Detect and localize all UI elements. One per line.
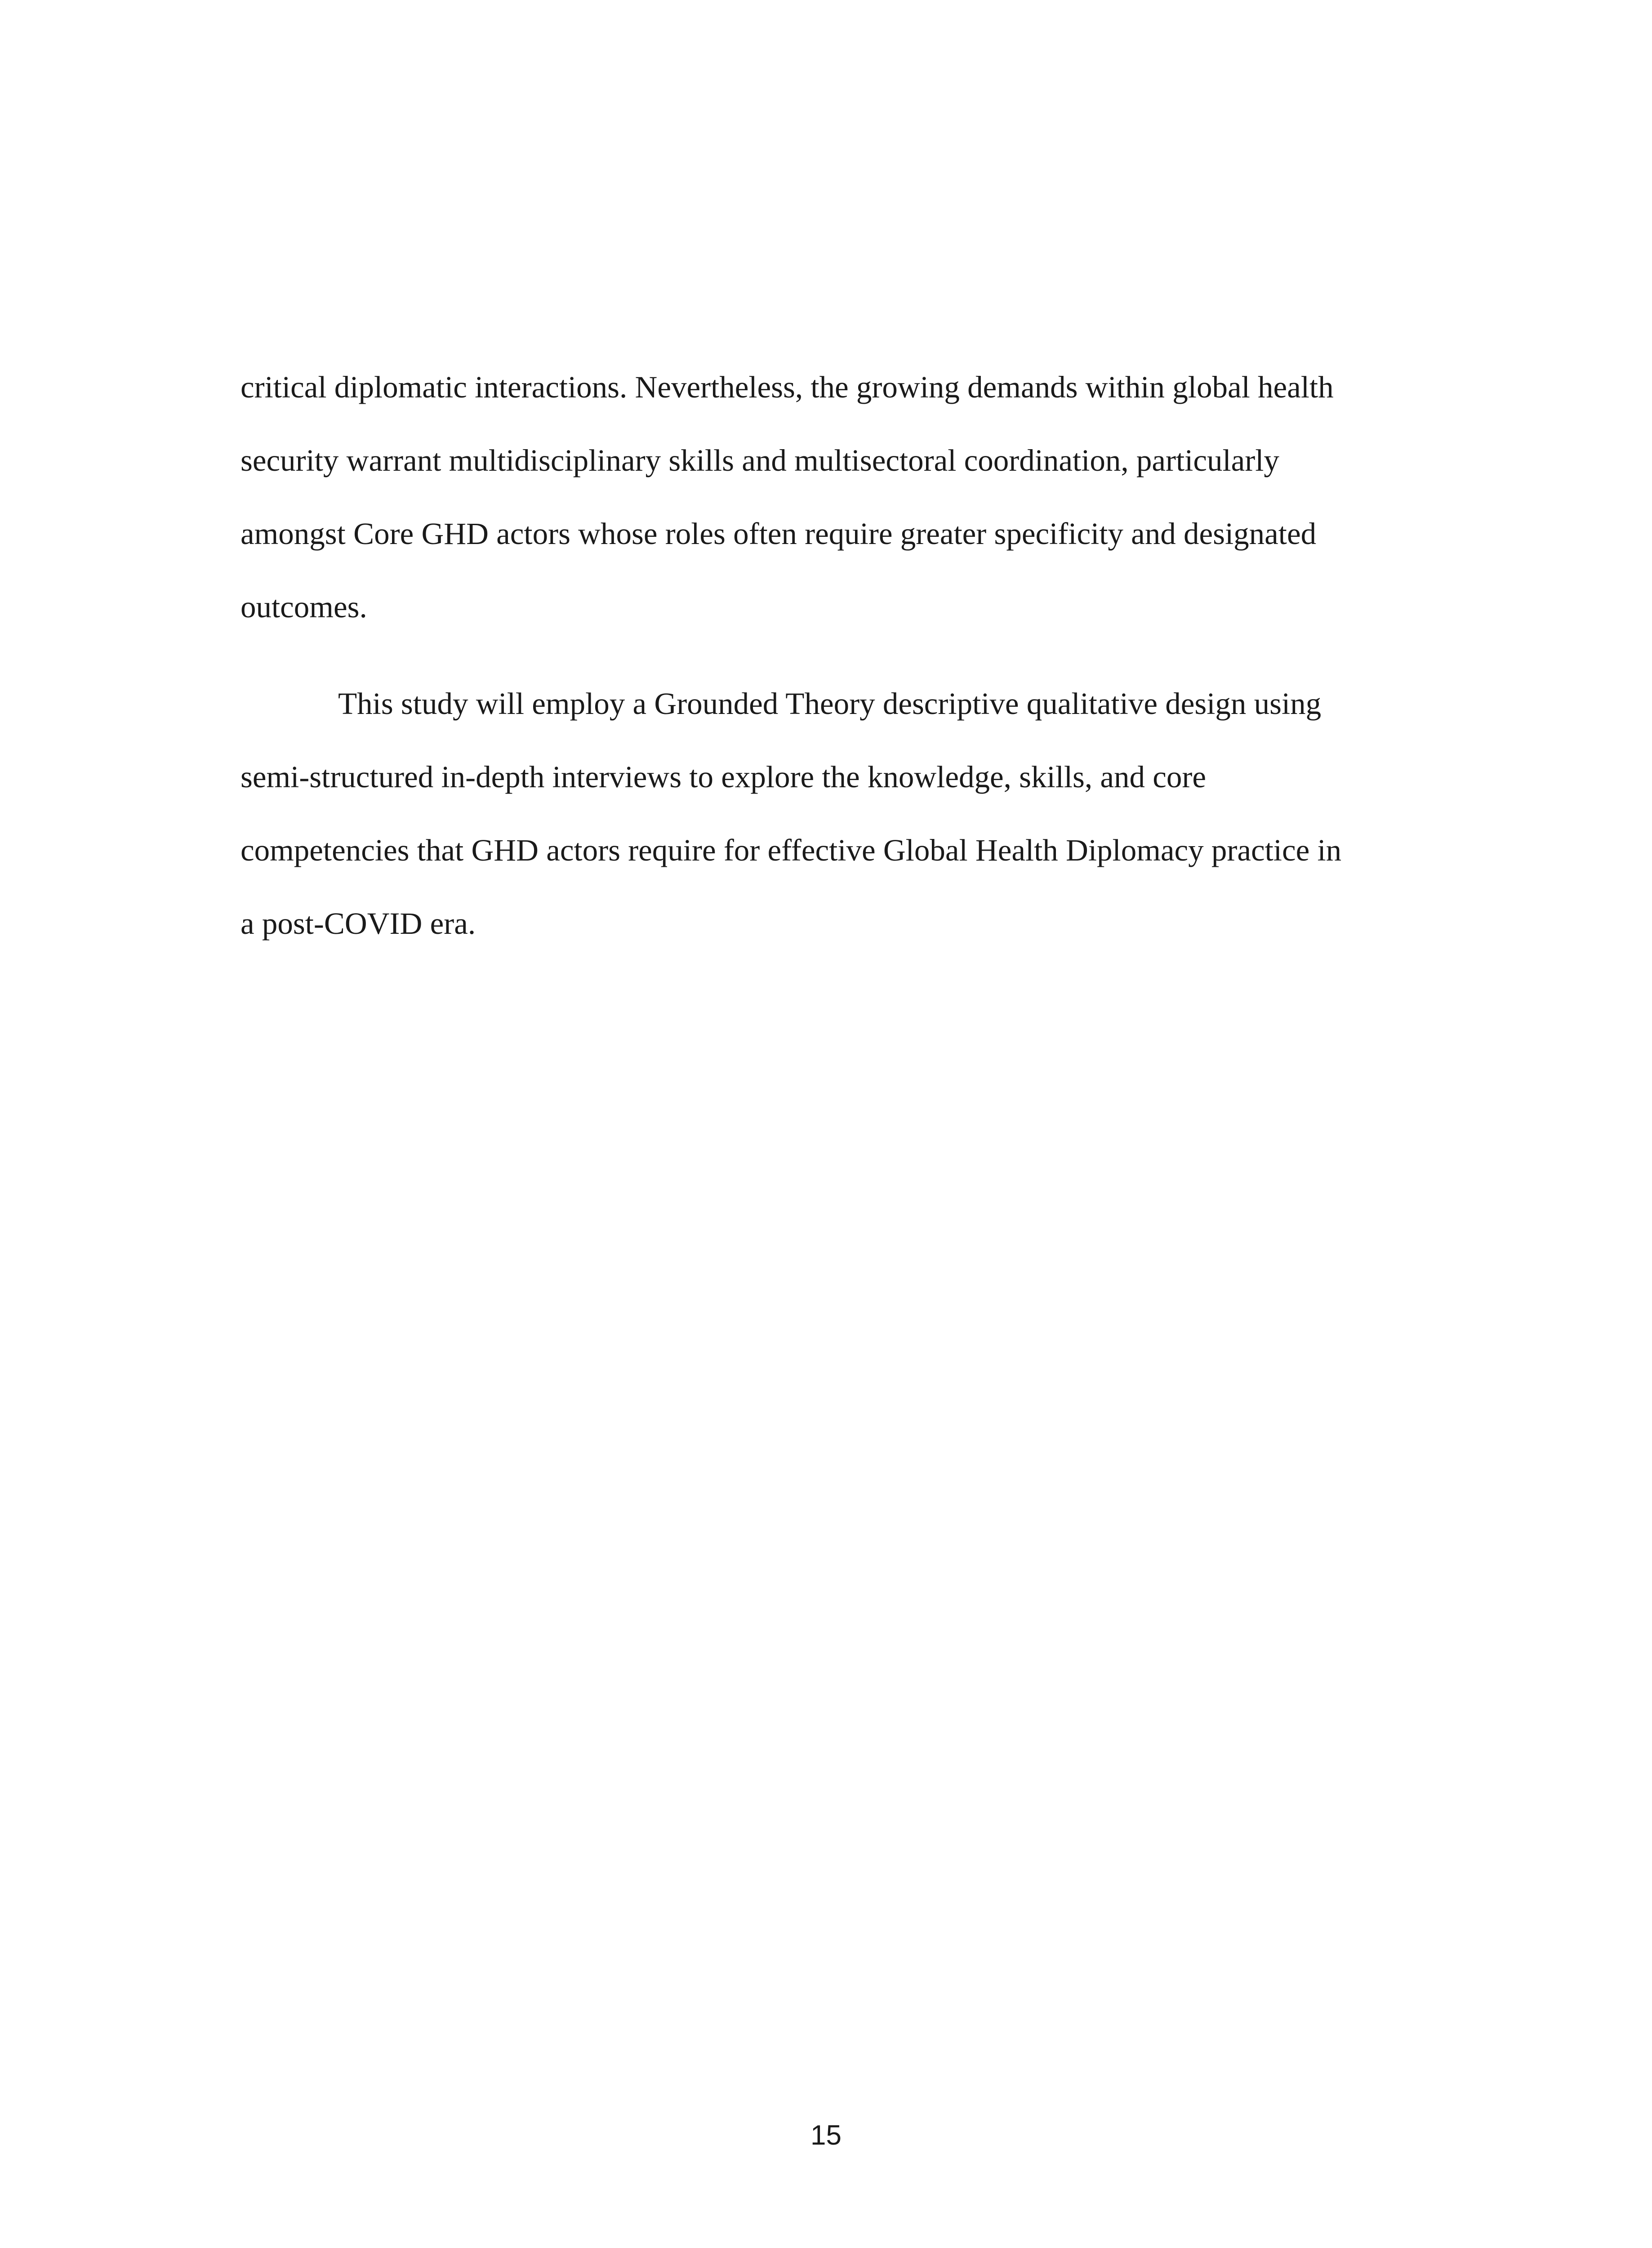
text-line: security warrant multidisciplinary skills and multisectoral coordination, particularly xyxy=(240,443,1279,477)
text-line: critical diplomatic interactions. Nevertheless, the growing demands within global health xyxy=(240,370,1334,404)
text-line: outcomes. xyxy=(240,590,367,624)
page-number: 15 xyxy=(810,2120,842,2151)
text-line: competencies that GHD actors require for effective Global Health Diplomacy practice in xyxy=(240,833,1342,867)
text-line: a post-COVID era. xyxy=(240,906,476,941)
text-line: semi-structured in-depth interviews to explore the knowledge, skills, and core xyxy=(240,760,1206,794)
text-line: This study will employ a Grounded Theory descriptive qualitative design using xyxy=(338,687,1322,721)
text-line: amongst Core GHD actors whose roles often require greater specificity and designated xyxy=(240,517,1317,551)
